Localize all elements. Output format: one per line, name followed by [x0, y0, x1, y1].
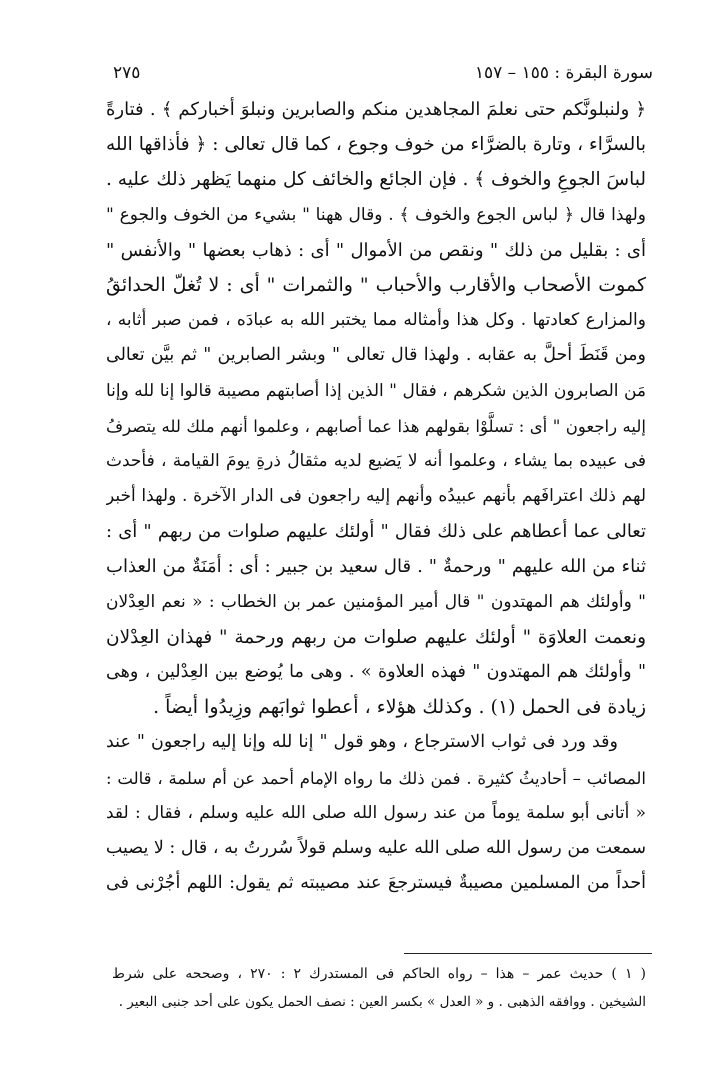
text-line: والمزارع كعادتها . وكل هذا وأمثاله مما يختبر الله به عبادَه ، فمن صبر أثابه ،	[106, 310, 646, 331]
text-line: مَن الصابرون الذين شكرهم ، فقال " الذين إذا أصابتهم مصيبة قالوا إنا لله وإنا	[106, 380, 646, 401]
page-header	[113, 58, 653, 88]
text-line: تعالى عما أعطاهم على ذلك فقال " أولئك عليهم صلوات من ربهم " أى :	[106, 521, 646, 543]
text-line: أى : بقليل من ذلك " ونقص من الأموال " أى : ذهاب بعضها " والأنفس "	[106, 239, 646, 261]
text-line: إليه راجعون " أى : تسلَّوْا بقولهم هذا عما أصابهم ، وعلموا أنهم ملك لله يتصرفُ	[106, 416, 646, 436]
running-head-surah-title: سورة البقرة : ١٥٥ – ١٥٧	[474, 63, 653, 83]
text-line: " وأولئك هم المهتدون " فهذه العلاوة » . وهى ما يُوضع بين العِدْلين ، وهى	[106, 662, 646, 682]
text-line: أحداً من المسلمين مصيبةٌ فيسترجعَ عند مصيبته ثم يقول: اللهم أجُرْنى فى	[106, 873, 646, 894]
paragraph-start-line: وقد ورد فى ثواب الاسترجاع ، وهو قول " إنا لله وإنا إليه راجعون " عند	[106, 732, 618, 753]
text-line: ثناء من الله عليهم " ورحمةٌ " . قال سعيد بن جبير : أى : أمَنَةٌ من العذاب	[106, 556, 646, 578]
text-line: لباسَ الجوعِ والخوف ﴾ . فإن الجائع والخائف كل منهما يَظهر ذلك عليه .	[106, 169, 646, 191]
paragraph-end-line: زيادة فى الحمل (١) . وكذلك هؤلاء ، أعطوا ثوابَهم وزِيدُوا أيضاً .	[153, 696, 646, 719]
text-line: سمعت من رسول الله صلى الله عليه وسلم قولاً سُررتُ به ، قال : لا يصيب	[106, 837, 646, 858]
text-line: المصائب – أحاديثُ كثيرة . فمن ذلك ما رواه الإمام أحمد عن أم سلمة ، قالت :	[106, 768, 646, 788]
text-line: « أتانى أبو سلمة يوماً من عند رسول الله صلى الله عليه وسلم ، فقال : لقد	[106, 802, 646, 823]
text-line: ومن قَنَطَ أحلَّ به عقابه . ولهذا قال تعالى " وبشر الصابرين " ثم بيَّن تعالى	[106, 345, 646, 366]
text-line: ولهذا قال ﴿ لباس الجوع والخوف ﴾ . وقال ههنا " بشيء من الخوف والجوع "	[106, 204, 646, 225]
text-line: بالسرَّاء ، وتارة بالضرَّاء من خوف وجوع ، كما قال تعالى : ﴿ فأذاقها الله	[106, 134, 646, 156]
footnote-line: ( ١ ) حديث عمر – هذا – رواه الحاكم فى المستدرك ٢ : ٢٧٠ ، وصححه على شرط	[112, 966, 646, 982]
text-line: " وأولئك هم المهتدون " قال أمير المؤمنين عمر بن الخطاب : « نعم العِدْلان	[106, 591, 646, 612]
text-line: ﴿ ولنبلونَّكم حتى نعلمَ المجاهدين منكم والصابرين ونبلوَ أخباركم ﴾ . فتارةً	[106, 99, 646, 120]
footnote-line: الشيخين . ووافقه الذهبى . و « العدل » بكسر العين : نصف الحمل يكون على أحد جنبى البعير .	[118, 994, 646, 1010]
footnote-separator	[404, 953, 652, 954]
text-line: ونعمت العلاوَة " أولئك عليهم صلوات من ربهم ورحمة " فهذان العِدْلان	[106, 626, 646, 648]
footnote-block	[112, 960, 646, 1016]
main-text-block	[106, 92, 646, 901]
text-line: فى عبيده بما يشاء ، وعلموا أنه لا يَضيع لديه مثقالُ ذرةِ يومَ القيامة ، فأحدث	[106, 450, 646, 471]
text-line: كموت الأصحاب والأقارب والأحباب " والثمرات " أى : لا تُغلّ الحدائقُ	[106, 273, 646, 296]
page-number: ٢٧٥	[113, 63, 141, 83]
text-line: لهم ذلك اعترافَهم بأنهم عبيدُه وأنهم إليه راجعون فى الدار الآخرة . ولهذا أخبر	[106, 486, 646, 507]
